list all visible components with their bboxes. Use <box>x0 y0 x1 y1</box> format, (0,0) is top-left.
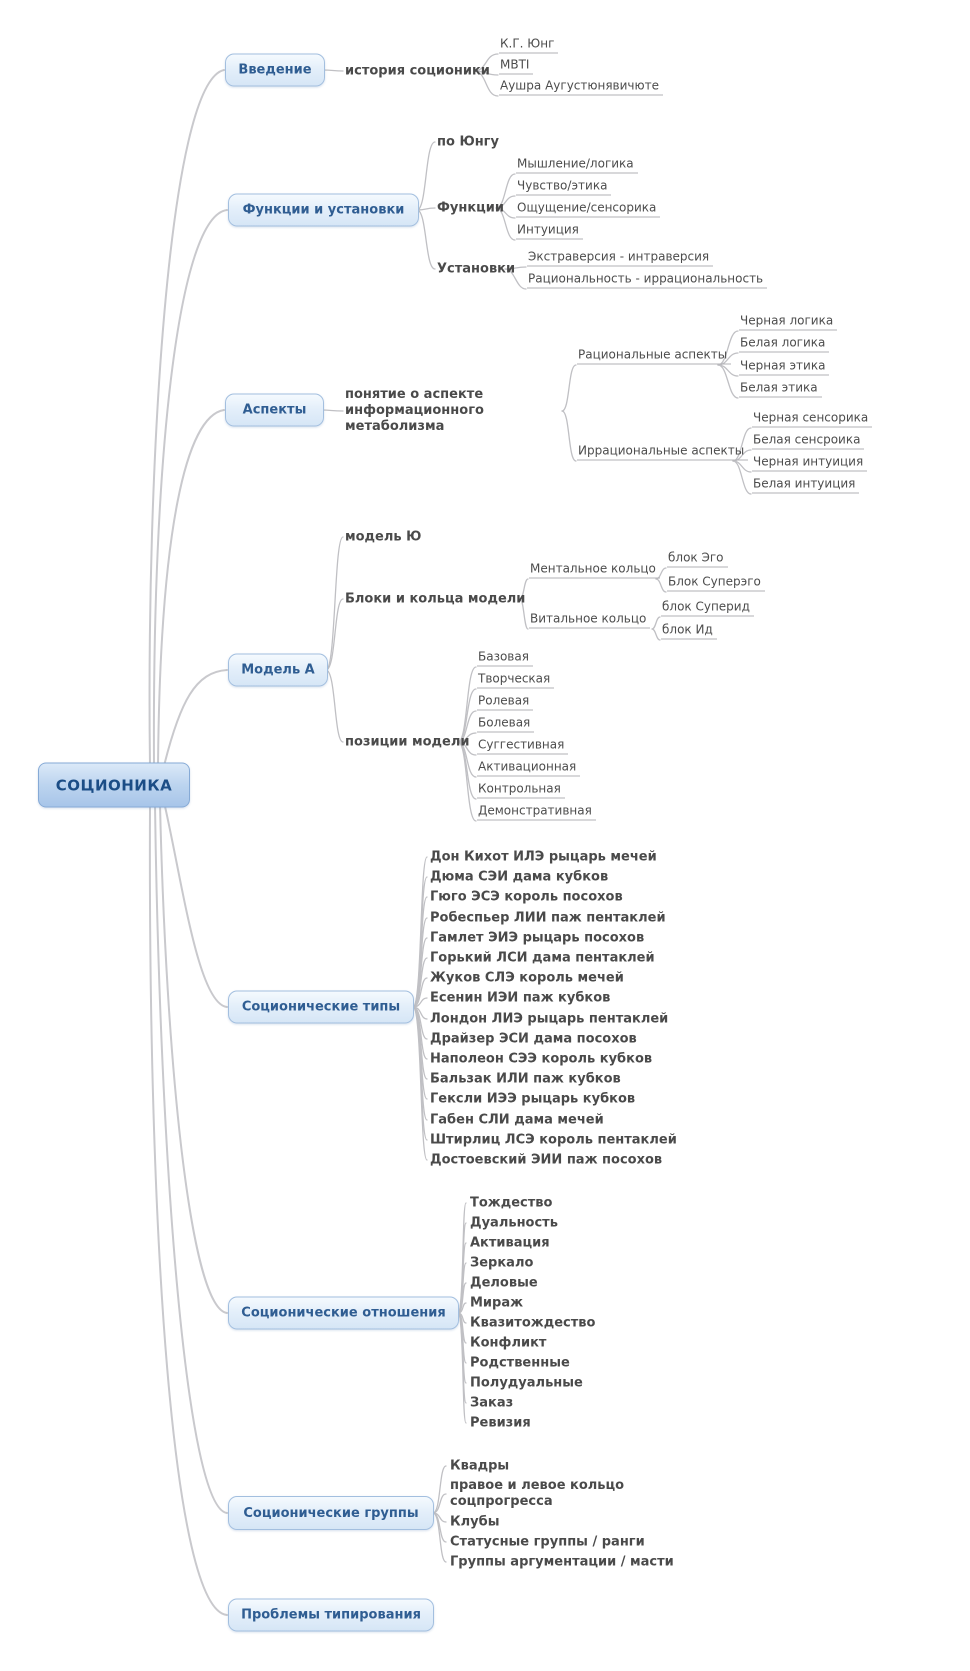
branch-functions-attitudes[interactable] <box>228 194 419 227</box>
type-item[interactable]: Жуков СЛЭ король мечей <box>430 970 624 986</box>
relation-item[interactable]: Дуальность <box>470 1215 558 1231</box>
relation-item[interactable]: Активация <box>470 1235 550 1251</box>
type-item[interactable]: Драйзер ЭСИ дама посохов <box>430 1031 637 1047</box>
type-item[interactable]: Есенин ИЭИ паж кубков <box>430 990 611 1006</box>
topic-position[interactable]: Ролевая <box>477 694 533 711</box>
group-item[interactable]: Статусные группы / ранги <box>450 1534 645 1550</box>
group-item[interactable]: Группы аргументации / масти <box>450 1554 674 1570</box>
topic-black-ethics[interactable]: Черная этика <box>739 359 829 376</box>
type-item[interactable]: Дюма СЭИ дама кубков <box>430 869 609 885</box>
topic-vital-ring[interactable]: Витальное кольцо <box>529 612 650 629</box>
topic-model-yu[interactable]: модель Ю <box>345 529 422 545</box>
group-item[interactable]: Квадры <box>450 1458 510 1474</box>
relation-item[interactable]: Тождество <box>470 1195 553 1211</box>
root-topic[interactable] <box>38 763 190 808</box>
topic-jung[interactable]: К.Г. Юнг <box>499 37 558 54</box>
type-item[interactable]: Гамлет ЭИЭ рыцарь посохов <box>430 930 645 946</box>
topic-position[interactable]: Творческая <box>477 672 554 689</box>
branch-label: Модель А <box>241 662 315 678</box>
relation-item[interactable]: Родственные <box>470 1355 570 1371</box>
topic-position[interactable]: Болевая <box>477 716 534 733</box>
topic-position[interactable]: Демонстративная <box>477 804 596 821</box>
type-item[interactable]: Габен СЛИ дама мечей <box>430 1112 604 1128</box>
branch-introduction[interactable] <box>225 54 325 87</box>
branch-label: Аспекты <box>242 402 307 418</box>
relation-item[interactable]: Квазитождество <box>470 1315 596 1331</box>
topic-black-logic[interactable]: Черная логика <box>739 314 837 331</box>
topic-mental-ring[interactable]: Ментальное кольцо <box>529 562 660 579</box>
topic-id-block[interactable]: блок Ид <box>661 623 717 640</box>
branch-typing-problems[interactable] <box>228 1599 434 1632</box>
topic-white-logic[interactable]: Белая логика <box>739 336 829 353</box>
topic-black-intuition[interactable]: Черная интуиция <box>752 455 867 472</box>
relation-item[interactable]: Деловые <box>470 1275 538 1291</box>
branch-label: Проблемы типирования <box>241 1607 421 1623</box>
branch-label: Соционические типы <box>241 999 401 1015</box>
type-item[interactable]: Бальзак ИЛИ паж кубков <box>430 1071 621 1087</box>
type-item[interactable]: Робеспьер ЛИИ паж пентаклей <box>430 910 666 926</box>
topic-white-ethics[interactable]: Белая этика <box>739 381 822 398</box>
type-item[interactable]: Наполеон СЭЭ король кубков <box>430 1051 653 1067</box>
topic-intuition[interactable]: Интуиция <box>516 223 583 240</box>
type-item[interactable]: Лондон ЛИЭ рыцарь пентаклей <box>430 1011 669 1027</box>
topic-socionics-history[interactable]: история соционики <box>345 63 490 79</box>
topic-superego-block[interactable]: Блок Суперэго <box>667 575 765 592</box>
topic-rationality-irrationality[interactable]: Рациональность - иррациональность <box>527 272 767 289</box>
topic-by-jung[interactable]: по Юнгу <box>437 134 499 150</box>
type-item[interactable]: Гюго ЭСЭ король посохов <box>430 889 623 905</box>
relation-item[interactable]: Ревизия <box>470 1415 531 1431</box>
topic-rational-aspects[interactable]: Рациональные аспекты <box>577 348 731 365</box>
type-item[interactable]: Горький ЛСИ дама пентаклей <box>430 950 655 966</box>
topic-position[interactable]: Активационная <box>477 760 580 777</box>
root-topic-label: СОЦИОНИКА <box>55 776 173 794</box>
relation-item[interactable]: Заказ <box>470 1395 514 1411</box>
topic-functions[interactable]: Функции <box>437 200 505 216</box>
relation-item[interactable]: Конфликт <box>470 1335 547 1351</box>
branch-socionic-types[interactable] <box>228 991 414 1024</box>
topic-feeling-ethics[interactable]: Чувство/этика <box>516 179 611 196</box>
topic-position[interactable]: Контрольная <box>477 782 565 799</box>
topic-white-sensorics[interactable]: Белая сенсроика <box>752 433 864 450</box>
group-item[interactable]: Клубы <box>450 1514 500 1530</box>
branch-socionic-groups[interactable] <box>228 1496 434 1530</box>
branch-label: Введение <box>238 62 312 78</box>
topic-superid-block[interactable]: блок Суперид <box>661 600 754 617</box>
topic-attitudes[interactable]: Установки <box>437 261 516 277</box>
type-item[interactable]: Достоевский ЭИИ паж посохов <box>430 1152 663 1168</box>
topic-white-intuition[interactable]: Белая интуиция <box>752 477 859 494</box>
topic-extraversion-introversion[interactable]: Экстраверсия - интраверсия <box>527 250 713 267</box>
topic-sensation-sensorics[interactable]: Ощущение/сенсорика <box>516 201 660 218</box>
topic-position[interactable]: Суггестивная <box>477 738 568 755</box>
branch-label: Функции и установки <box>242 202 405 218</box>
branch-label: Соционические отношения <box>241 1305 446 1321</box>
relation-item[interactable]: Полудуальные <box>470 1375 583 1391</box>
topic-thinking-logic[interactable]: Мышление/логика <box>516 157 638 174</box>
topic-blocks-rings[interactable]: Блоки и кольца модели <box>345 591 526 607</box>
type-item[interactable]: Дон Кихот ИЛЭ рыцарь мечей <box>430 849 657 865</box>
topic-black-sensorics[interactable]: Черная сенсорика <box>752 411 872 428</box>
branch-socionic-relations[interactable] <box>228 1297 459 1330</box>
topic-mbti[interactable]: MBTI <box>499 58 533 75</box>
group-item[interactable]: правое и левое кольцо соцпрогресса <box>450 1478 625 1509</box>
topic-augustinavichute[interactable]: Аушра Аугустюнявичюте <box>499 79 663 96</box>
topic-model-positions[interactable]: позиции модели <box>345 734 470 750</box>
topic-irrational-aspects[interactable]: Иррациональные аспекты <box>577 444 748 461</box>
type-item[interactable]: Гексли ИЭЭ рыцарь кубков <box>430 1091 636 1107</box>
branch-label: Соционические группы <box>243 1505 419 1521</box>
topic-aspect-concept[interactable]: понятие о аспекте информационного метаболизма <box>345 387 484 434</box>
topic-position[interactable]: Базовая <box>477 650 533 667</box>
topic-ego-block[interactable]: блок Эго <box>667 551 728 568</box>
branch-aspects[interactable] <box>225 394 324 427</box>
relation-item[interactable]: Зеркало <box>470 1255 534 1271</box>
branch-model-a[interactable] <box>228 654 328 687</box>
relation-item[interactable]: Мираж <box>470 1295 524 1311</box>
root-branch-connectors <box>150 70 227 1615</box>
type-item[interactable]: Штирлиц ЛСЭ король пентаклей <box>430 1132 677 1148</box>
